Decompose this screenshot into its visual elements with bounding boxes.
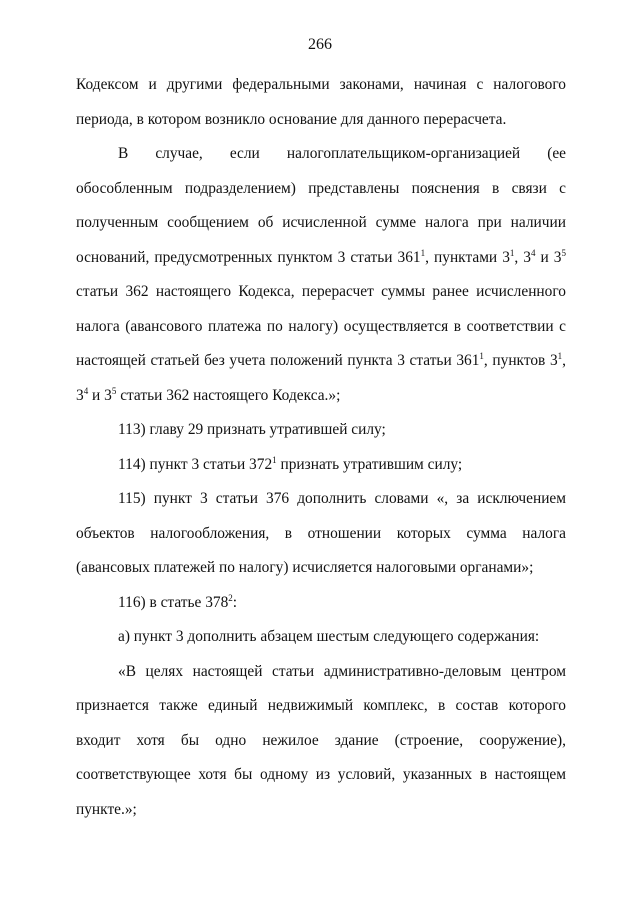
superscript: 1 bbox=[509, 247, 515, 258]
paragraph-7: а) пункт 3 дополнить абзацем шестым следующего содержания: bbox=[118, 628, 540, 645]
superscript: 4 bbox=[83, 385, 89, 396]
text-run: статьи 362 настоящего Кодекса.»; bbox=[116, 386, 341, 404]
document-body bbox=[76, 68, 566, 827]
superscript: 4 bbox=[530, 247, 536, 258]
text-run: статьи 362 настоящего Кодекса, перерасчет суммы ранее исчисленного налога (авансового платежа по налогу) осуществляется в соответствии с настоящей статьей без учета положений пункта 3 статьи 361 bbox=[76, 283, 566, 369]
text-run: , 3 bbox=[76, 352, 566, 404]
text-run: , пунктами 3 bbox=[425, 248, 510, 266]
superscript: 2 bbox=[228, 592, 233, 603]
page-number: 266 bbox=[308, 36, 332, 53]
superscript: 1 bbox=[479, 351, 484, 361]
paragraph-4 bbox=[76, 448, 566, 483]
text-run: 116) в статье 378 bbox=[118, 593, 229, 611]
paragraph-5: 115) пункт 3 статьи 376 дополнить словами «, за исключением объектов налогообложения, в отношении которых сумма налога (авансовых платежей по налогу) исчисляется налоговыми органами»; bbox=[76, 490, 566, 576]
superscript: 5 bbox=[561, 247, 566, 258]
text-run: , пунктов 3 bbox=[483, 352, 558, 369]
text-run: 114) пункт 3 статьи 372 bbox=[118, 455, 273, 473]
text-run: В случае, если налогоплательщиком-организацией (ее обособленным подразделением) представлены пояснения в связи с полученным сообщением об исчисленной сумме налога при наличии оснований, предусмотренных пунктом 3 статьи 361 bbox=[76, 145, 566, 266]
text-run: признать утратившим силу; bbox=[276, 455, 463, 473]
superscript: 1 bbox=[420, 247, 426, 258]
paragraph-2 bbox=[76, 137, 566, 413]
text-run: , 3 bbox=[514, 248, 531, 266]
paragraph-8: «В целях настоящей статьи административно-деловым центром признается также единый недвижимый комплекс, в состав которого входит хотя бы одно нежилое здание (строение, сооружение), соответствующее хотя бы одному из условий, указанных в настоящем пункте.»; bbox=[76, 662, 566, 818]
paragraph-6 bbox=[76, 586, 566, 621]
superscript: 1 bbox=[272, 454, 277, 465]
superscript: 5 bbox=[111, 385, 117, 396]
text-run: и 3 bbox=[535, 248, 562, 266]
text-run: : bbox=[232, 593, 238, 611]
text-run: и 3 bbox=[88, 386, 112, 404]
paragraph-3: 113) главу 29 признать утратившей силу; bbox=[118, 421, 386, 438]
superscript: 1 bbox=[557, 351, 563, 361]
paragraph-1: Кодексом и другими федеральными законами, начиная с налогового периода, в котором возникло основание для данного перерасчета. bbox=[76, 76, 566, 128]
